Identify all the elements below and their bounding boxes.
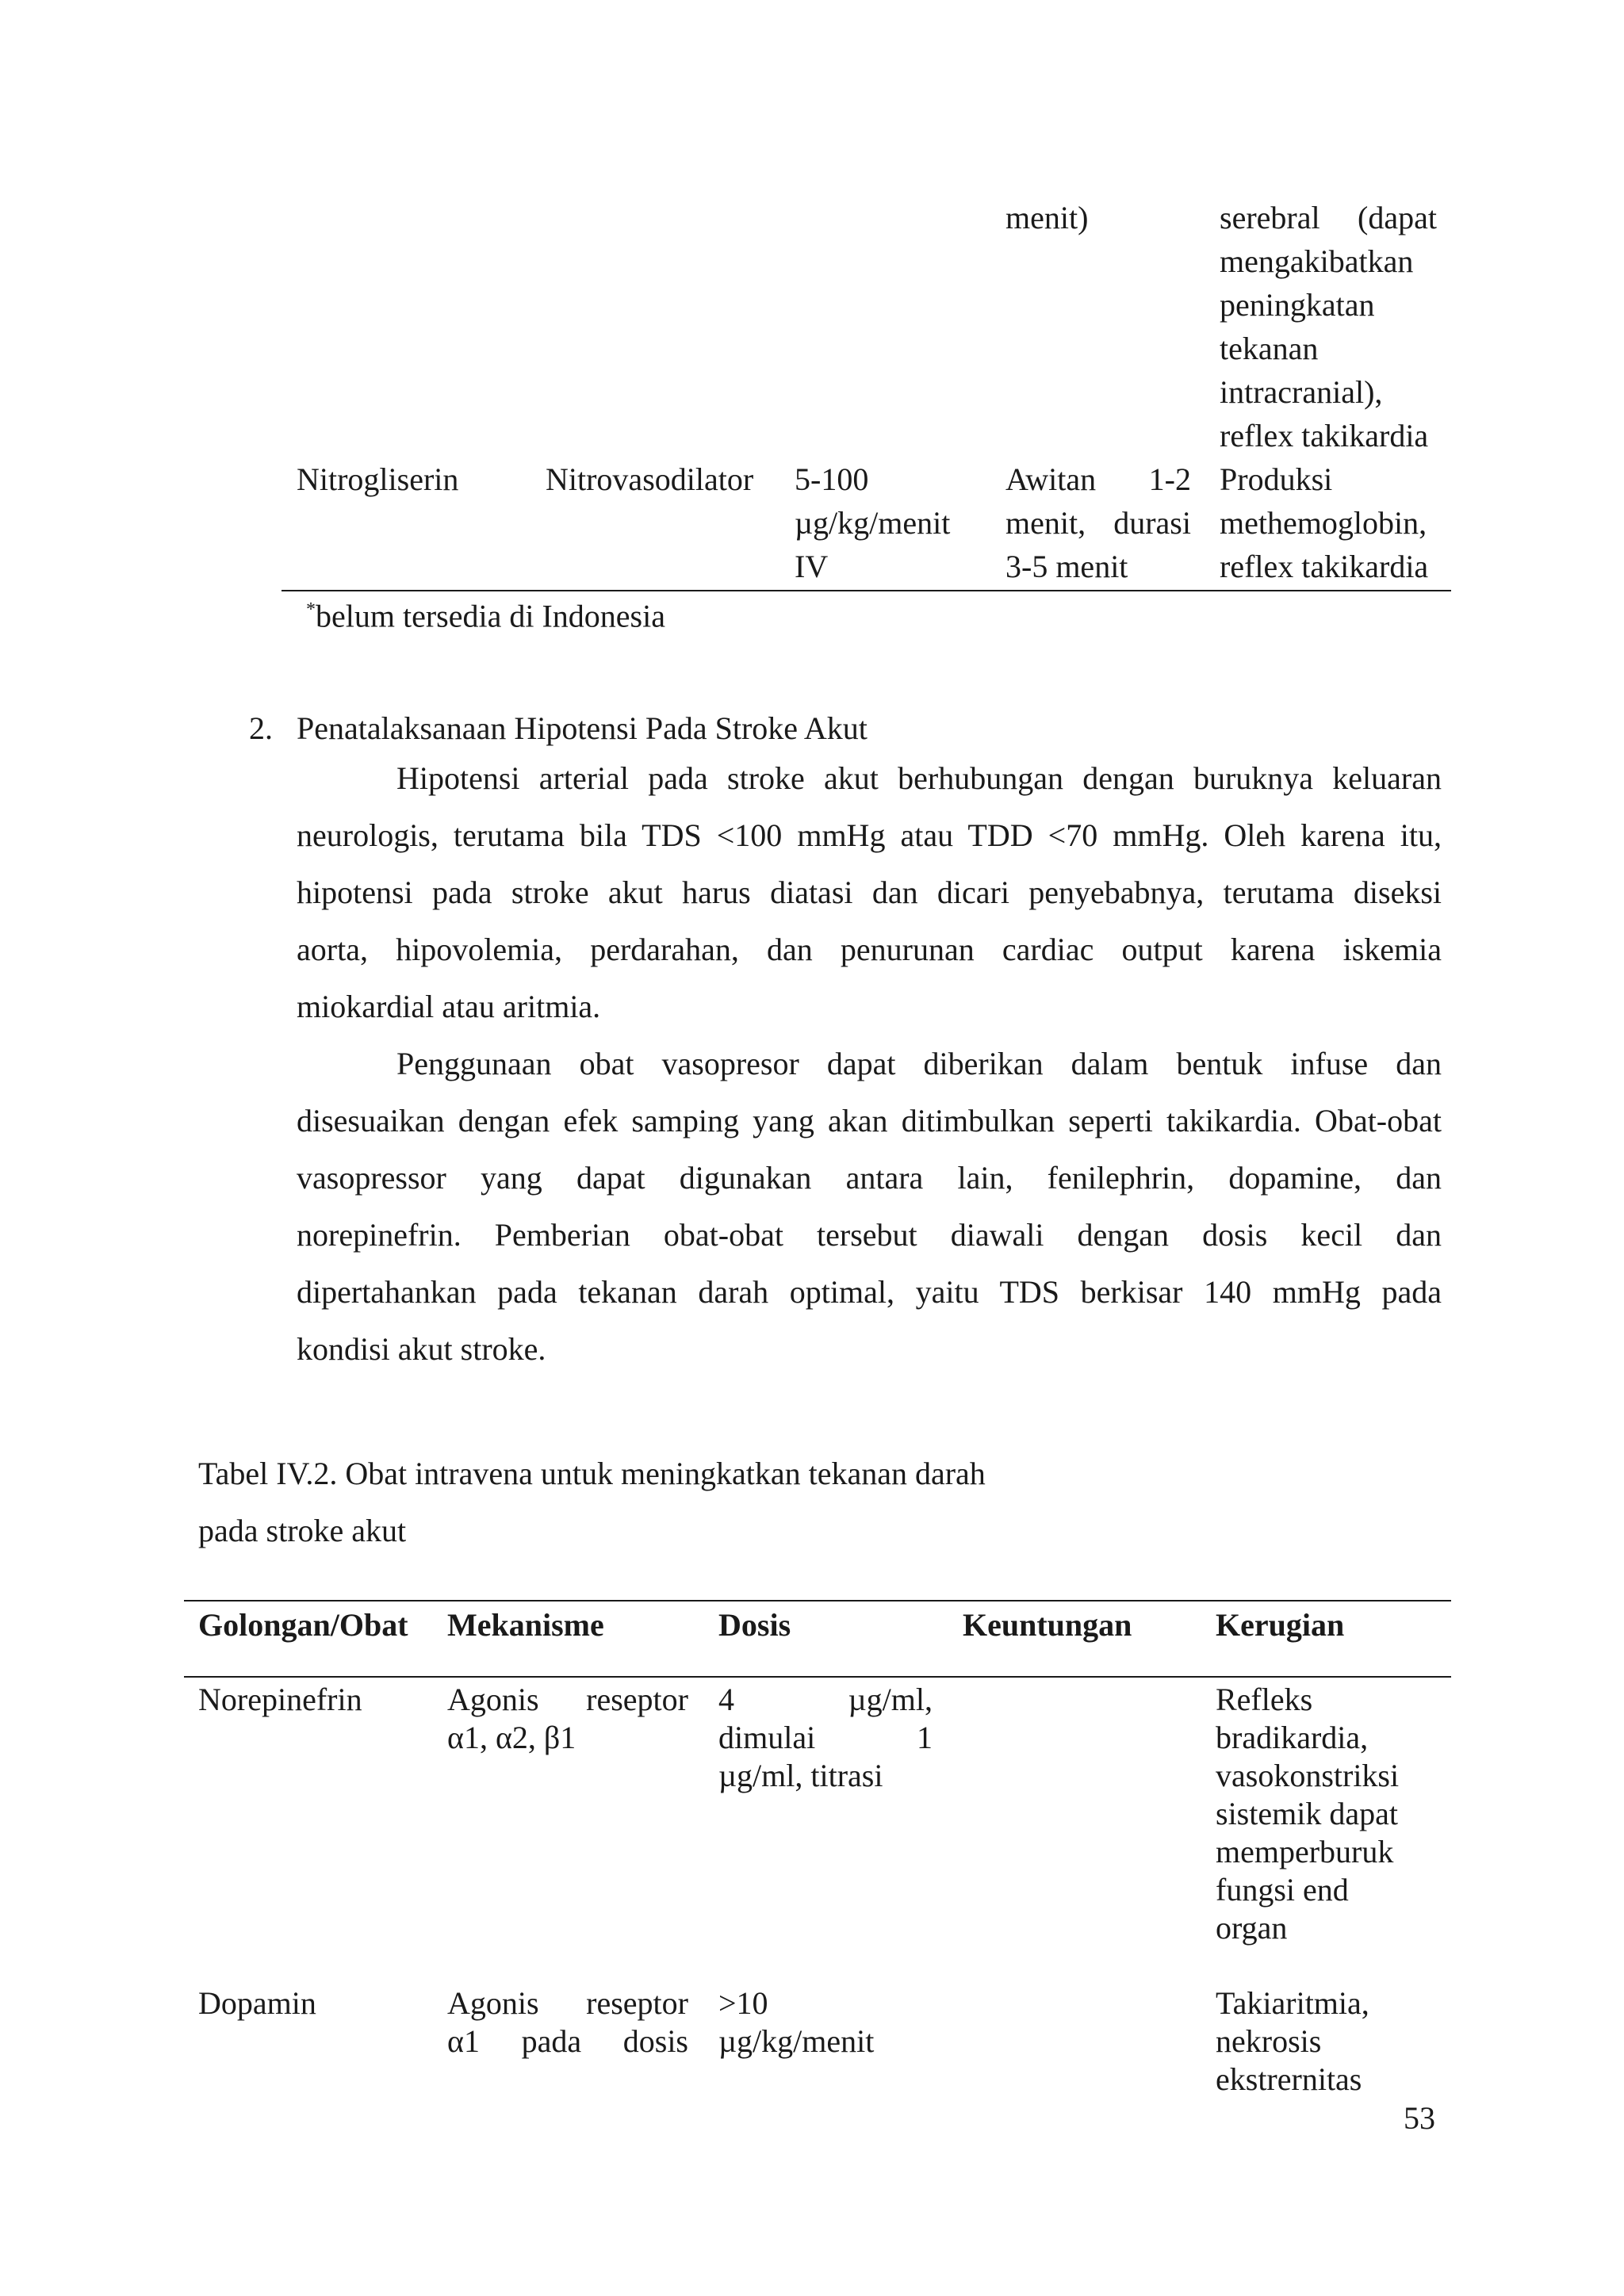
section-number: 2. <box>249 710 273 746</box>
cell-line: memperburuk <box>1216 1834 1394 1869</box>
cell-mekanisme <box>447 1984 688 2061</box>
cell-line: nekrosis <box>1216 2023 1322 2059</box>
cell-line: bradikardia, <box>1216 1720 1369 1755</box>
cell-line: Refleks <box>1216 1682 1313 1717</box>
row-golongan: Nitrovasodilator <box>546 461 754 497</box>
cell-line: >10 <box>718 1985 768 2021</box>
row-obat: Nitrogliserin <box>297 461 459 497</box>
cell-kerugian <box>1216 1984 1369 2099</box>
prev-row-col5-line: peningkatan <box>1220 287 1375 323</box>
row-efek-line: Produksi <box>1220 461 1333 497</box>
caption-line: Tabel IV.2. Obat intravena untuk meningkatkan tekanan darah <box>198 1456 986 1491</box>
paragraph-line: dipertahankan pada tekanan darah optimal, yaitu TDS berkisar 140 mmHg pada <box>297 1274 1442 1310</box>
row-efek-line: methemoglobin, <box>1220 505 1427 541</box>
cell-line: 4 µg/ml, <box>718 1682 933 1717</box>
header-dosis: Dosis <box>718 1607 791 1643</box>
paragraph-line: aorta, hipovolemia, perdarahan, dan penurunan cardiac output karena iskemia <box>297 932 1442 967</box>
header-mekanisme: Mekanisme <box>447 1607 604 1643</box>
cell-line: µg/kg/menit <box>718 2023 875 2059</box>
cell-line: dimulai 1 <box>718 1720 933 1755</box>
paragraph-line: miokardial atau aritmia. <box>297 989 601 1024</box>
cell-line: µg/ml, titrasi <box>718 1758 883 1793</box>
row-dosis-line: IV <box>795 549 829 584</box>
cell-dosis <box>718 1681 933 1795</box>
cell-line: α1, α2, β1 <box>447 1720 576 1755</box>
prev-row-col5-line: serebral (dapat <box>1220 200 1437 235</box>
cell-line: α1 pada dosis <box>447 2023 688 2059</box>
row-awitan-line: 3-5 menit <box>1005 549 1128 584</box>
prev-row-col5-line: reflex takikardia <box>1220 418 1429 453</box>
prev-row-col5-line: intracranial), <box>1220 374 1383 410</box>
paragraph-line: Penggunaan obat vasopresor dapat diberikan dalam bentuk infuse dan <box>396 1046 1442 1081</box>
paragraph-line: neurologis, terutama bila TDS <100 mmHg atau TDD <70 mmHg. Oleh karena itu, <box>297 817 1442 853</box>
table2-top-rule <box>184 1600 1451 1601</box>
table1-footnote <box>306 588 665 637</box>
paragraph-line: Hipotensi arterial pada stroke akut berhubungan dengan buruknya keluaran <box>396 760 1442 796</box>
prev-row-col5-line: mengakibatkan <box>1220 243 1414 279</box>
paragraph-line: hipotensi pada stroke akut harus diatasi dan dicari penyebabnya, terutama diseksi <box>297 874 1442 910</box>
paragraph-line: kondisi akut stroke. <box>297 1331 546 1367</box>
table2-header-rule <box>184 1676 1451 1678</box>
row-dosis <box>795 457 950 588</box>
cell-line: fungsi end <box>1216 1872 1349 1908</box>
row-dosis-line: 5-100 <box>795 461 869 497</box>
cell-obat: Dopamin <box>198 1985 316 2021</box>
cell-line: vasokonstriksi <box>1216 1758 1400 1793</box>
paragraph-2 <box>297 1035 1442 1378</box>
cell-line: ekstrernitas <box>1216 2061 1362 2097</box>
cell-line: organ <box>1216 1910 1288 1946</box>
prev-row-col5-line: tekanan <box>1220 331 1319 366</box>
cell-line: sistemik dapat <box>1216 1796 1398 1831</box>
cell-obat: Norepinefrin <box>198 1682 362 1717</box>
footnote-mark: * <box>306 599 316 620</box>
cell-line: Agonis reseptor <box>447 1682 688 1717</box>
cell-line: Agonis reseptor <box>447 1985 688 2021</box>
row-awitan-line: Awitan 1-2 <box>1005 461 1191 497</box>
page-number: 53 <box>1404 2100 1435 2136</box>
caption-line: pada stroke akut <box>198 1513 407 1548</box>
header-keuntungan: Keuntungan <box>963 1607 1132 1643</box>
cell-line: Takiaritmia, <box>1216 1985 1369 2021</box>
row-efek-line: reflex takikardia <box>1220 549 1429 584</box>
row-awitan-line: menit, durasi <box>1005 505 1191 541</box>
header-kerugian: Kerugian <box>1216 1607 1345 1643</box>
prev-row-col4: menit) <box>1005 200 1089 235</box>
cell-kerugian <box>1216 1681 1399 1947</box>
header-golongan: Golongan/Obat <box>198 1607 408 1643</box>
paragraph-line: vasopressor yang dapat digunakan antara lain, fenilephrin, dopamine, dan <box>297 1160 1442 1196</box>
row-awitan <box>1005 457 1191 588</box>
cell-dosis <box>718 1984 874 2061</box>
section-title: Penatalaksanaan Hipotensi Pada Stroke Akut <box>297 710 868 746</box>
prev-row-col5 <box>1220 196 1437 457</box>
paragraph-1 <box>297 750 1442 1035</box>
paragraph-line: disesuaikan dengan efek samping yang akan ditimbulkan seperti takikardia. Obat-obat <box>297 1103 1442 1138</box>
footnote-text: belum tersedia di Indonesia <box>316 598 665 634</box>
row-dosis-line: µg/kg/menit <box>795 505 951 541</box>
table2-caption <box>198 1445 986 1559</box>
row-efek <box>1220 457 1428 588</box>
paragraph-line: norepinefrin. Pemberian obat-obat tersebut diawali dengan dosis kecil dan <box>297 1217 1442 1253</box>
cell-mekanisme <box>447 1681 688 1757</box>
